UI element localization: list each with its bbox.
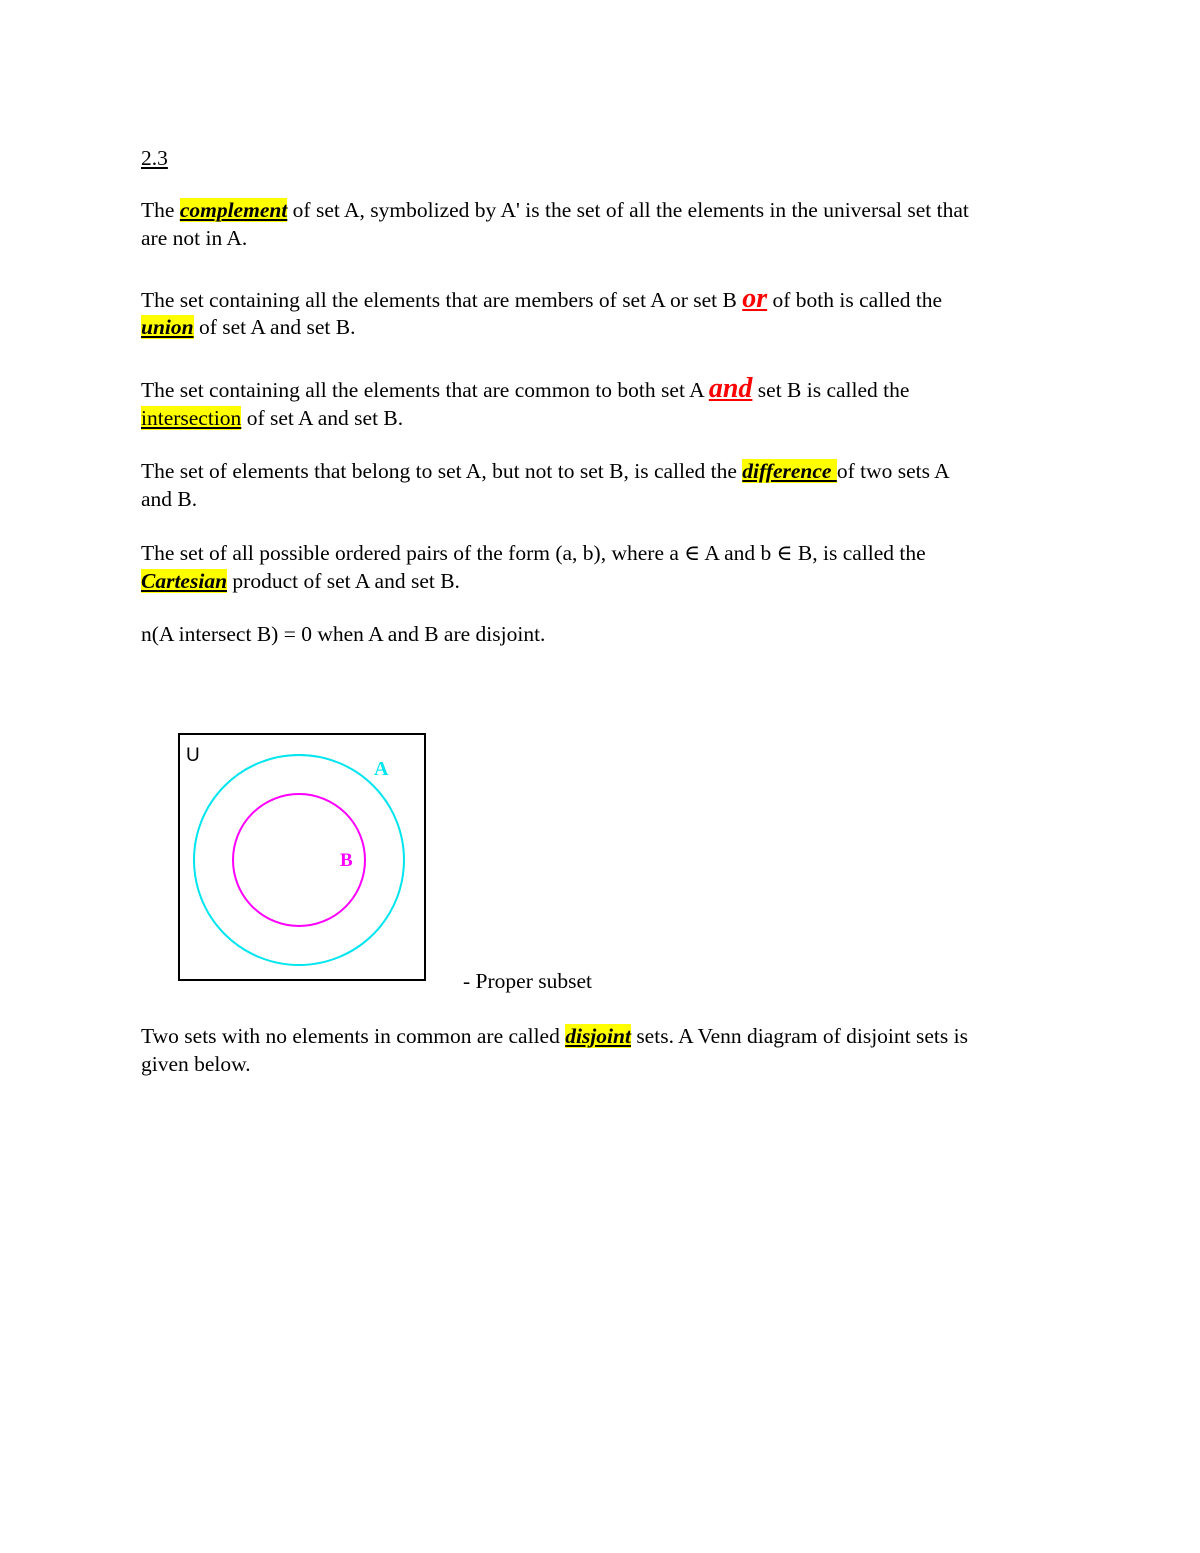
difference-line-2: and B. <box>141 487 198 511</box>
venn-caption: - Proper subset <box>463 969 592 993</box>
set-a-label: A <box>374 758 389 780</box>
cartesian-line-1: The set of all possible ordered pairs of the form (a, b), where a ∈ A and b ∈ B, is called the <box>141 541 926 565</box>
union-pre: The set containing all the elements that are members of set A or set B <box>141 288 743 312</box>
complement-post: of set A, symbolized by A' is the set of all the elements in the universal set that <box>287 198 969 222</box>
intersection-line2-post: of set A and set B. <box>241 406 404 430</box>
complement-line-2: are not in A. <box>141 226 248 250</box>
set-b-label: B <box>340 850 353 871</box>
disjoint-post: sets. A Venn diagram of disjoint sets is <box>630 1024 968 1048</box>
disjoint-line-1 <box>141 1022 968 1050</box>
intersection-pre: The set containing all the elements that are common to both set A <box>141 378 709 402</box>
intersection-line-2 <box>141 404 403 432</box>
difference-term: difference <box>742 459 837 483</box>
difference-line-1 <box>141 457 950 485</box>
union-line-2 <box>141 313 355 341</box>
union-line-1 <box>141 285 942 314</box>
union-emphasis-or: or <box>742 283 768 314</box>
cartesian-line2-post: product of set A and set B. <box>227 569 460 593</box>
union-post: of both is called the <box>767 288 943 312</box>
cartesian-term: Cartesian <box>141 569 228 593</box>
universal-set-label: U <box>186 745 200 766</box>
union-line2-post: of set A and set B. <box>193 315 356 339</box>
union-term: union <box>141 315 194 339</box>
section-number: 2.3 <box>141 146 168 170</box>
complement-pre: The <box>141 198 180 222</box>
difference-post: of two sets A <box>836 459 950 483</box>
cartesian-line-2 <box>141 567 460 595</box>
intersection-term: intersection <box>141 406 242 430</box>
venn-diagram-svg <box>178 733 426 981</box>
disjoint-line-2: given below. <box>141 1052 251 1076</box>
intersection-emphasis-and: and <box>708 373 753 404</box>
disjoint-cardinality-note: n(A intersect B) = 0 when A and B are disjoint. <box>141 622 546 646</box>
intersection-post: set B is called the <box>752 378 910 402</box>
venn-diagram <box>178 733 426 981</box>
complement-term: complement <box>179 198 288 222</box>
intersection-line-1 <box>141 375 909 404</box>
disjoint-pre: Two sets with no elements in common are called <box>141 1024 566 1048</box>
difference-pre: The set of elements that belong to set A, but not to set B, is called the <box>141 459 743 483</box>
disjoint-term: disjoint <box>565 1024 631 1048</box>
complement-line-1 <box>141 196 969 224</box>
